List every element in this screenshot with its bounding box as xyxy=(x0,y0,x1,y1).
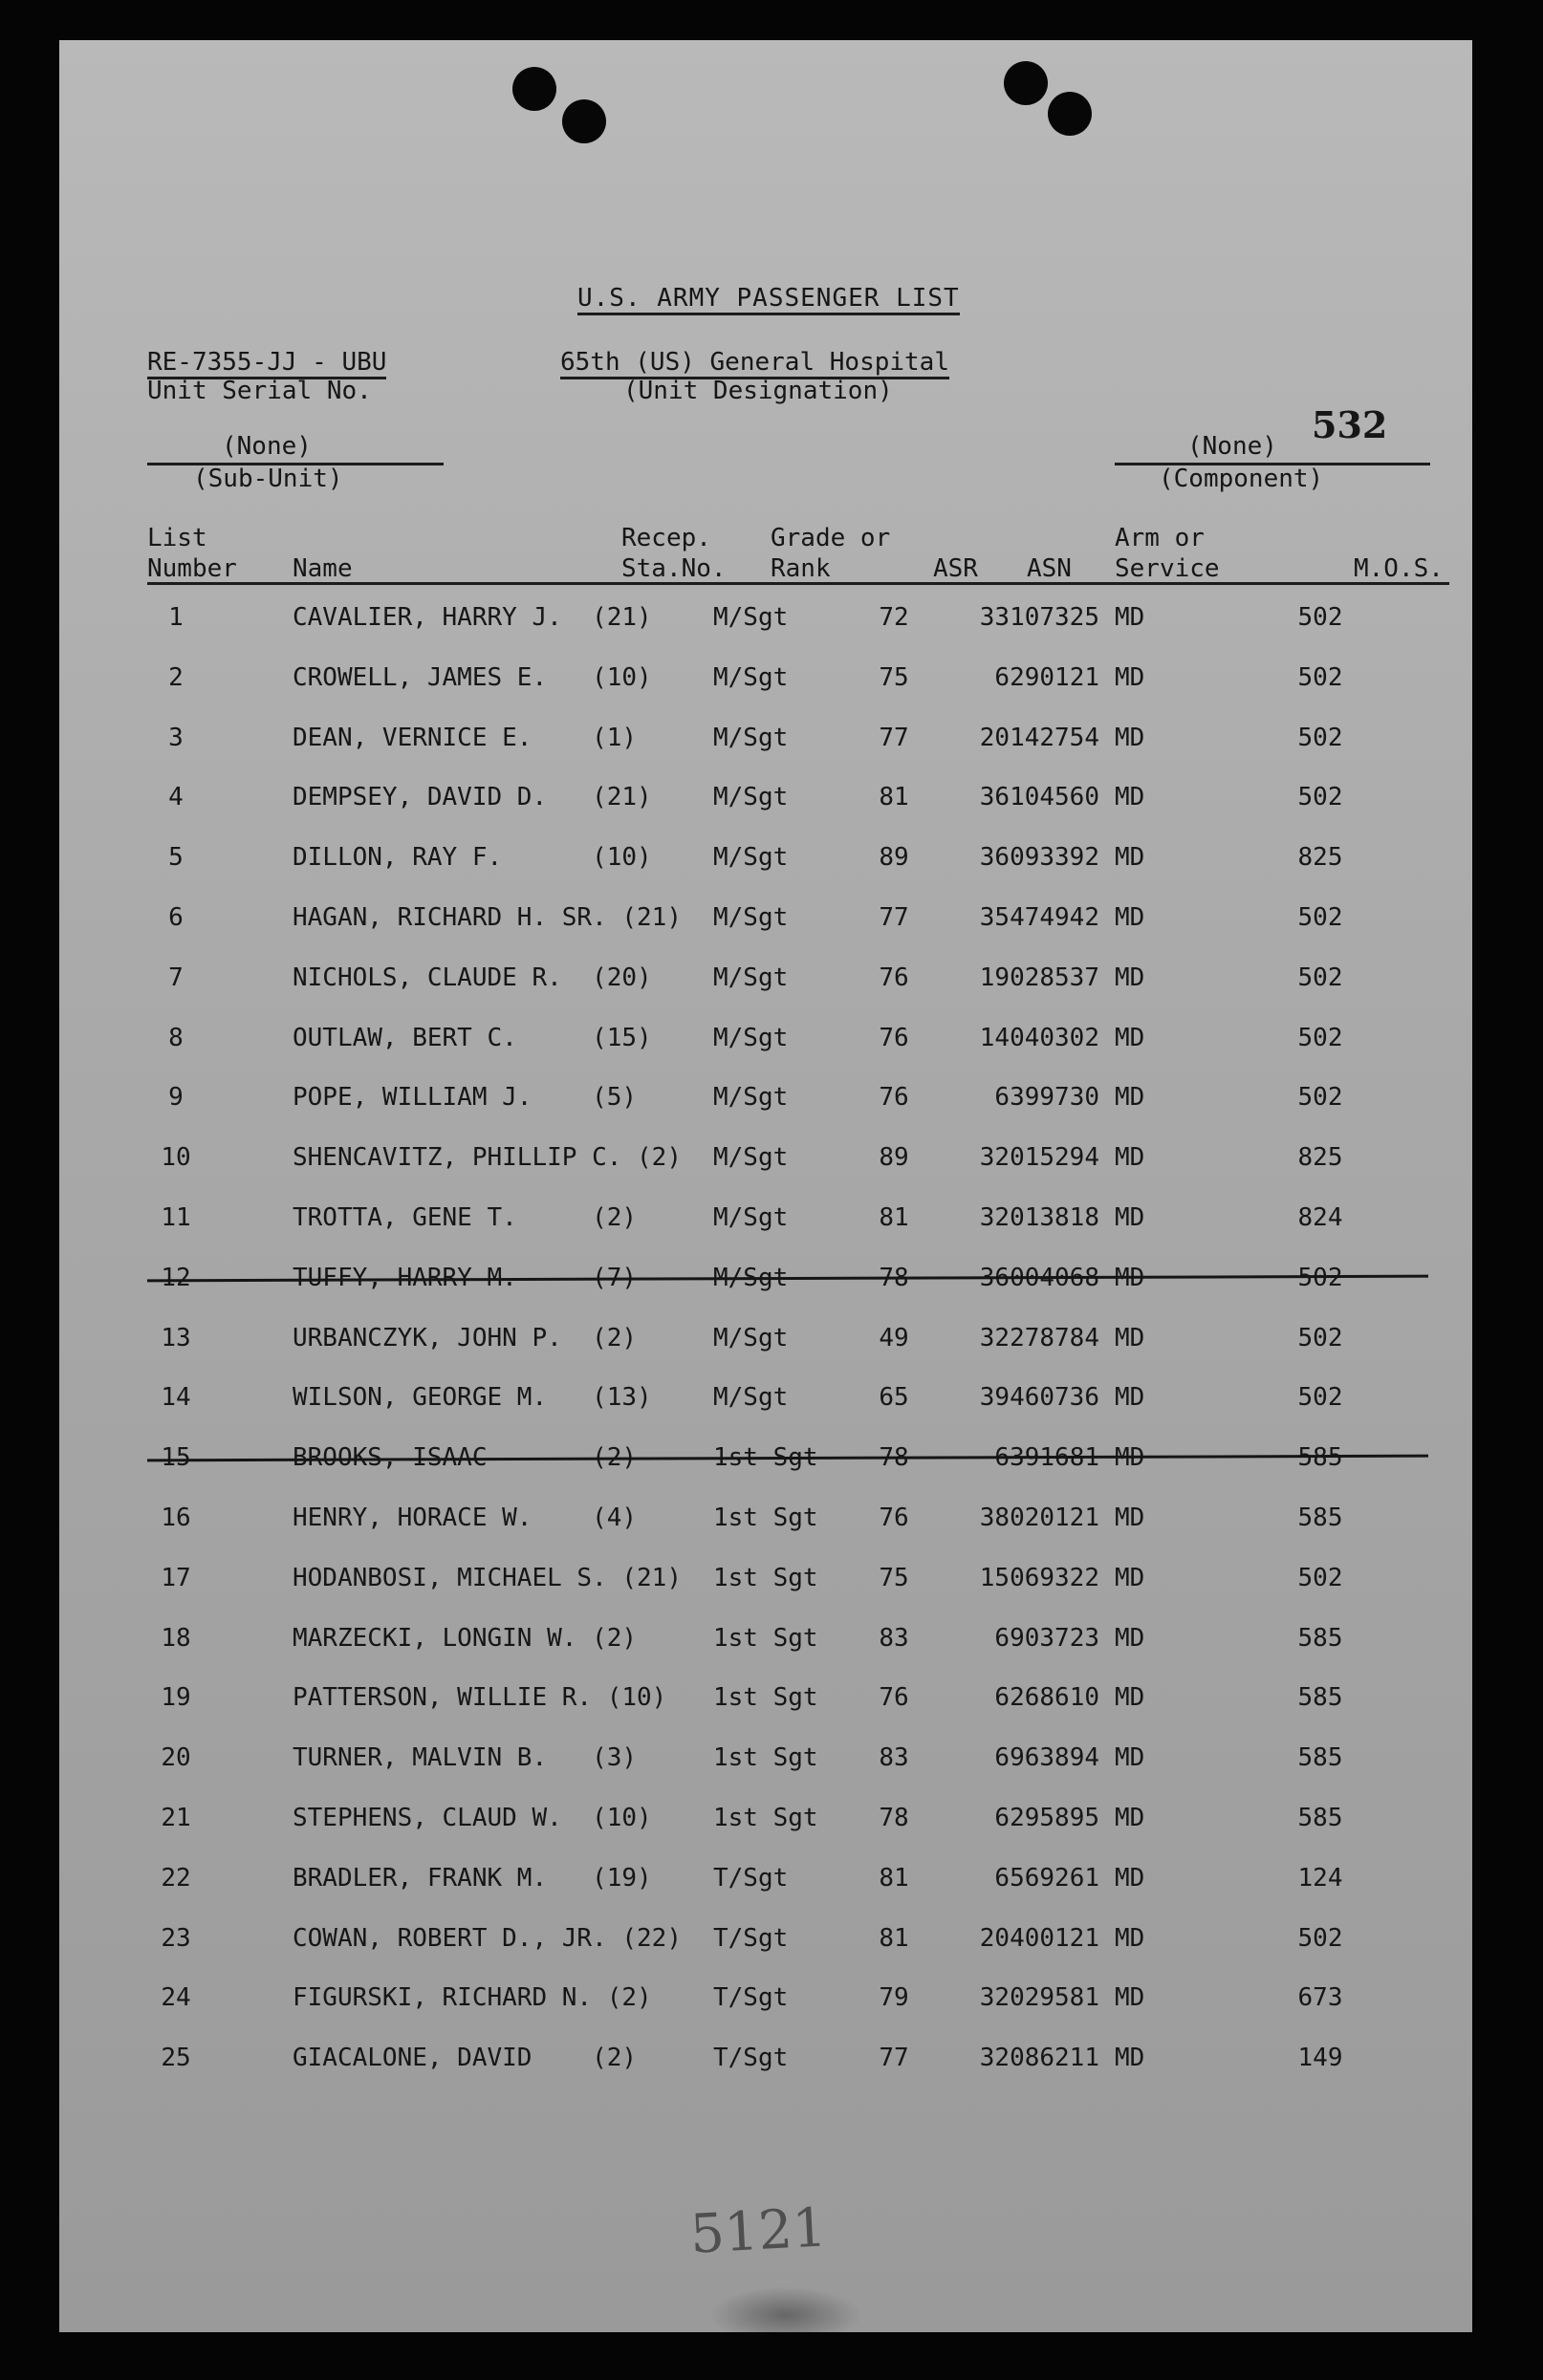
mos-cell: 824 xyxy=(1297,1203,1343,1232)
table-row xyxy=(59,1863,1472,1922)
table-row xyxy=(59,1803,1472,1862)
rank-cell: M/Sgt xyxy=(713,1383,789,1413)
col-grade: Grade or Rank xyxy=(771,524,891,583)
list-number-cell: 16 xyxy=(161,1504,191,1532)
rank-cell: 1st Sgt xyxy=(713,1563,818,1592)
asr-cell: 77 xyxy=(879,903,909,932)
arm-cell: MD xyxy=(1115,1623,1145,1653)
asr-cell: 75 xyxy=(879,1563,909,1592)
arm-cell: MD xyxy=(1115,603,1145,632)
rank-cell: 1st Sgt xyxy=(713,1623,818,1653)
name-cell: NICHOLS, CLAUDE R. (20) xyxy=(293,963,652,992)
name-cell: HENRY, HORACE W. (4) xyxy=(293,1504,638,1532)
component-label: (Component) xyxy=(1159,465,1324,493)
arm-cell: MD xyxy=(1115,2044,1145,2073)
asr-cell: 81 xyxy=(879,783,909,812)
table-row xyxy=(59,902,1472,962)
list-number-cell: 9 xyxy=(168,1083,184,1113)
asr-cell: 78 xyxy=(879,1804,909,1832)
asn-cell: 32013818 xyxy=(979,1203,1099,1232)
document-title: U.S. ARMY PASSENGER LIST xyxy=(577,284,960,315)
asn-cell: 38020121 xyxy=(979,1504,1099,1532)
col-arm: Arm or Service xyxy=(1115,524,1220,583)
mos-cell: 502 xyxy=(1297,1323,1343,1352)
rank-cell: T/Sgt xyxy=(713,1923,789,1953)
rank-cell: M/Sgt xyxy=(713,1083,789,1113)
table-row xyxy=(59,1563,1472,1622)
asn-cell: 14040302 xyxy=(979,1023,1099,1052)
table-header xyxy=(147,523,1449,585)
table-row xyxy=(59,1263,1472,1322)
name-cell: DEMPSEY, DAVID D. (21) xyxy=(293,783,652,812)
rank-cell: M/Sgt xyxy=(713,1203,789,1232)
name-cell: PATTERSON, WILLIE R. (10) xyxy=(293,1683,667,1713)
sub-unit-value: (None) xyxy=(222,432,312,461)
table-row xyxy=(59,1742,1472,1802)
rank-cell: 1st Sgt xyxy=(713,1683,818,1713)
asr-cell: 76 xyxy=(879,1083,909,1113)
table-row xyxy=(59,963,1472,1022)
unit-designation-label: (Unit Designation) xyxy=(623,377,893,405)
arm-cell: MD xyxy=(1115,1743,1145,1773)
asr-cell: 76 xyxy=(879,1023,909,1052)
rank-cell: M/Sgt xyxy=(713,723,789,752)
passenger-list-page xyxy=(59,40,1472,2332)
name-cell: COWAN, ROBERT D., JR. (22) xyxy=(293,1923,682,1953)
arm-cell: MD xyxy=(1115,1683,1145,1713)
name-cell: STEPHENS, CLAUD W. (10) xyxy=(293,1804,652,1832)
asn-cell: 32029581 xyxy=(979,1983,1099,2013)
name-cell: URBANCZYK, JOHN P. (2) xyxy=(293,1323,638,1352)
arm-cell: MD xyxy=(1115,903,1145,932)
table-row xyxy=(59,1082,1472,1141)
table-row xyxy=(59,602,1472,661)
list-number-cell: 24 xyxy=(161,1983,191,2013)
rank-cell: M/Sgt xyxy=(713,1023,789,1052)
list-number-cell: 11 xyxy=(161,1203,191,1232)
arm-cell: MD xyxy=(1115,1563,1145,1592)
rank-cell: M/Sgt xyxy=(713,662,789,692)
table-row xyxy=(59,842,1472,901)
rank-cell: M/Sgt xyxy=(713,843,789,873)
mos-cell: 149 xyxy=(1297,2044,1343,2073)
name-cell: BRADLER, FRANK M. (19) xyxy=(293,1863,652,1893)
mos-cell: 585 xyxy=(1297,1504,1343,1532)
name-cell: WILSON, GEORGE M. (13) xyxy=(293,1383,652,1413)
asr-cell: 89 xyxy=(879,1143,909,1173)
list-number-cell: 1 xyxy=(168,603,184,632)
rank-cell: 1st Sgt xyxy=(713,1443,818,1473)
ink-smudge xyxy=(709,2286,862,2332)
name-cell: TUFFY, HARRY M. (7) xyxy=(293,1263,638,1292)
name-cell: POPE, WILLIAM J. (5) xyxy=(293,1083,638,1113)
mos-cell: 502 xyxy=(1297,783,1343,812)
asn-cell: 6569261 xyxy=(994,1863,1099,1893)
asn-cell: 19028537 xyxy=(979,963,1099,992)
rank-cell: M/Sgt xyxy=(713,963,789,992)
col-list-number: List Number xyxy=(147,524,237,583)
table-row xyxy=(59,1382,1472,1441)
rank-cell: T/Sgt xyxy=(713,1983,789,2013)
arm-cell: MD xyxy=(1115,1383,1145,1413)
arm-cell: MD xyxy=(1115,1023,1145,1052)
list-number-cell: 25 xyxy=(161,2044,191,2073)
list-number-cell: 21 xyxy=(161,1804,191,1832)
mos-cell: 673 xyxy=(1297,1983,1343,2013)
asn-cell: 32278784 xyxy=(979,1323,1099,1352)
table-row xyxy=(59,1323,1472,1382)
asr-cell: 81 xyxy=(879,1203,909,1232)
name-cell: HODANBOSI, MICHAEL S. (21) xyxy=(293,1563,682,1592)
asn-cell: 6399730 xyxy=(994,1083,1099,1113)
mos-cell: 502 xyxy=(1297,723,1343,752)
list-number-cell: 14 xyxy=(161,1383,191,1413)
col-asn: ASN xyxy=(1027,554,1072,583)
table-row xyxy=(59,1923,1472,1982)
sub-unit-label: (Sub-Unit) xyxy=(193,465,343,493)
name-cell: BROOKS, ISAAC (2) xyxy=(293,1443,638,1473)
rank-cell: M/Sgt xyxy=(713,603,789,632)
asr-cell: 83 xyxy=(879,1743,909,1773)
asr-cell: 81 xyxy=(879,1923,909,1953)
unit-designation: 65th (US) General Hospital xyxy=(560,348,949,379)
page-number: 532 xyxy=(1312,403,1388,446)
list-number-cell: 10 xyxy=(161,1143,191,1173)
asn-cell: 36004068 xyxy=(979,1263,1099,1292)
list-number-cell: 23 xyxy=(161,1923,191,1953)
arm-cell: MD xyxy=(1115,723,1145,752)
mos-cell: 825 xyxy=(1297,1143,1343,1173)
asr-cell: 77 xyxy=(879,2044,909,2073)
mos-cell: 124 xyxy=(1297,1863,1343,1893)
punch-hole xyxy=(512,67,556,111)
rank-cell: 1st Sgt xyxy=(713,1804,818,1832)
asn-cell: 32015294 xyxy=(979,1143,1099,1173)
mos-cell: 502 xyxy=(1297,603,1343,632)
asn-cell: 36093392 xyxy=(979,843,1099,873)
unit-serial-number: RE-7355-JJ - UBU xyxy=(147,348,386,379)
arm-cell: MD xyxy=(1115,1263,1145,1292)
arm-cell: MD xyxy=(1115,1923,1145,1953)
list-number-cell: 12 xyxy=(161,1263,191,1292)
name-cell: CROWELL, JAMES E. (10) xyxy=(293,662,652,692)
table-row xyxy=(59,1982,1472,2042)
asr-cell: 72 xyxy=(879,603,909,632)
asr-cell: 81 xyxy=(879,1863,909,1893)
mos-cell: 585 xyxy=(1297,1443,1343,1473)
asn-cell: 35474942 xyxy=(979,903,1099,932)
mos-cell: 502 xyxy=(1297,1263,1343,1292)
asn-cell: 36104560 xyxy=(979,783,1099,812)
asr-cell: 79 xyxy=(879,1983,909,2013)
col-recep: Recep. Sta.No. xyxy=(621,524,727,583)
arm-cell: MD xyxy=(1115,1504,1145,1532)
asr-cell: 49 xyxy=(879,1323,909,1352)
col-name: Name xyxy=(293,554,353,583)
asr-cell: 78 xyxy=(879,1443,909,1473)
arm-cell: MD xyxy=(1115,1863,1145,1893)
mos-cell: 825 xyxy=(1297,843,1343,873)
handwritten-mark: 5121 xyxy=(688,2196,829,2266)
table-row xyxy=(59,723,1472,782)
rank-cell: M/Sgt xyxy=(713,1143,789,1173)
name-cell: DEAN, VERNICE E. (1) xyxy=(293,723,638,752)
list-number-cell: 8 xyxy=(168,1023,184,1052)
asn-cell: 6290121 xyxy=(994,662,1099,692)
punch-hole xyxy=(1004,61,1048,105)
col-asr: ASR xyxy=(933,554,978,583)
mos-cell: 502 xyxy=(1297,662,1343,692)
arm-cell: MD xyxy=(1115,1203,1145,1232)
list-number-cell: 15 xyxy=(161,1443,191,1473)
asr-cell: 83 xyxy=(879,1623,909,1653)
table-row xyxy=(59,1023,1472,1082)
list-number-cell: 22 xyxy=(161,1863,191,1893)
rank-cell: T/Sgt xyxy=(713,1863,789,1893)
asn-cell: 15069322 xyxy=(979,1563,1099,1592)
mos-cell: 585 xyxy=(1297,1623,1343,1653)
asn-cell: 20142754 xyxy=(979,723,1099,752)
list-number-cell: 20 xyxy=(161,1743,191,1773)
list-number-cell: 7 xyxy=(168,963,184,992)
list-number-cell: 18 xyxy=(161,1623,191,1653)
mos-cell: 502 xyxy=(1297,1083,1343,1113)
mos-cell: 502 xyxy=(1297,1923,1343,1953)
list-number-cell: 13 xyxy=(161,1323,191,1352)
rank-cell: 1st Sgt xyxy=(713,1743,818,1773)
name-cell: OUTLAW, BERT C. (15) xyxy=(293,1023,652,1052)
asn-cell: 33107325 xyxy=(979,603,1099,632)
arm-cell: MD xyxy=(1115,783,1145,812)
arm-cell: MD xyxy=(1115,1323,1145,1352)
name-cell: HAGAN, RICHARD H. SR. (21) xyxy=(293,903,682,932)
rank-cell: M/Sgt xyxy=(713,1263,789,1292)
mos-cell: 502 xyxy=(1297,1383,1343,1413)
mos-cell: 502 xyxy=(1297,1023,1343,1052)
list-number-cell: 19 xyxy=(161,1683,191,1713)
asn-cell: 20400121 xyxy=(979,1923,1099,1953)
list-number-cell: 17 xyxy=(161,1563,191,1592)
table-row xyxy=(59,1503,1472,1562)
rank-cell: M/Sgt xyxy=(713,783,789,812)
asn-cell: 6268610 xyxy=(994,1683,1099,1713)
table-row xyxy=(59,1442,1472,1502)
mos-cell: 502 xyxy=(1297,963,1343,992)
asn-cell: 6963894 xyxy=(994,1743,1099,1773)
list-number-cell: 6 xyxy=(168,903,184,932)
table-row xyxy=(59,2043,1472,2102)
arm-cell: MD xyxy=(1115,662,1145,692)
arm-cell: MD xyxy=(1115,843,1145,873)
asn-cell: 32086211 xyxy=(979,2044,1099,2073)
arm-cell: MD xyxy=(1115,1083,1145,1113)
asr-cell: 65 xyxy=(879,1383,909,1413)
name-cell: SHENCAVITZ, PHILLIP C. (2) xyxy=(293,1143,682,1173)
arm-cell: MD xyxy=(1115,1443,1145,1473)
asr-cell: 76 xyxy=(879,1683,909,1713)
name-cell: FIGURSKI, RICHARD N. (2) xyxy=(293,1983,652,2013)
rank-cell: T/Sgt xyxy=(713,2044,789,2073)
name-cell: GIACALONE, DAVID (2) xyxy=(293,2044,638,2073)
name-cell: MARZECKI, LONGIN W. (2) xyxy=(293,1623,638,1653)
col-mos: M.O.S. xyxy=(1354,554,1444,583)
asr-cell: 89 xyxy=(879,843,909,873)
asn-cell: 6295895 xyxy=(994,1804,1099,1832)
arm-cell: MD xyxy=(1115,1983,1145,2013)
name-cell: TROTTA, GENE T. (2) xyxy=(293,1203,638,1232)
name-cell: TURNER, MALVIN B. (3) xyxy=(293,1743,638,1773)
punch-hole xyxy=(562,99,606,143)
table-row xyxy=(59,1202,1472,1262)
asn-cell: 6903723 xyxy=(994,1623,1099,1653)
list-number-cell: 2 xyxy=(168,662,184,692)
mos-cell: 502 xyxy=(1297,903,1343,932)
list-number-cell: 3 xyxy=(168,723,184,752)
list-number-cell: 5 xyxy=(168,843,184,873)
arm-cell: MD xyxy=(1115,1804,1145,1832)
mos-cell: 585 xyxy=(1297,1804,1343,1832)
asn-cell: 39460736 xyxy=(979,1383,1099,1413)
mos-cell: 502 xyxy=(1297,1563,1343,1592)
asr-cell: 76 xyxy=(879,963,909,992)
unit-serial-label: Unit Serial No. xyxy=(147,377,372,405)
table-row xyxy=(59,1682,1472,1742)
asr-cell: 76 xyxy=(879,1504,909,1532)
name-cell: DILLON, RAY F. (10) xyxy=(293,843,652,873)
rank-cell: M/Sgt xyxy=(713,1323,789,1352)
table-row xyxy=(59,662,1472,722)
asn-cell: 6391681 xyxy=(994,1443,1099,1473)
punch-hole xyxy=(1048,92,1092,136)
component-value: (None) xyxy=(1187,432,1277,461)
mos-cell: 585 xyxy=(1297,1683,1343,1713)
rank-cell: 1st Sgt xyxy=(713,1504,818,1532)
asr-cell: 77 xyxy=(879,723,909,752)
arm-cell: MD xyxy=(1115,963,1145,992)
arm-cell: MD xyxy=(1115,1143,1145,1173)
table-row xyxy=(59,782,1472,841)
table-row xyxy=(59,1623,1472,1682)
table-row xyxy=(59,1142,1472,1201)
asr-cell: 75 xyxy=(879,662,909,692)
mos-cell: 585 xyxy=(1297,1743,1343,1773)
rank-cell: M/Sgt xyxy=(713,903,789,932)
list-number-cell: 4 xyxy=(168,783,184,812)
name-cell: CAVALIER, HARRY J. (21) xyxy=(293,603,652,632)
asr-cell: 78 xyxy=(879,1263,909,1292)
